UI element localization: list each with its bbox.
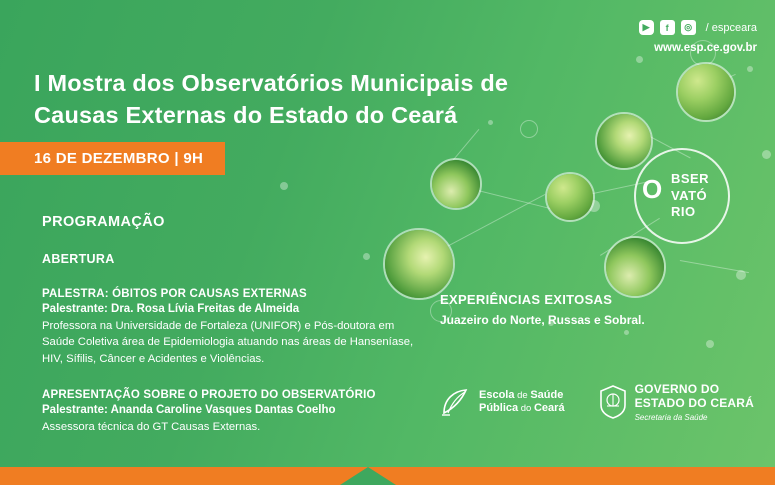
social-links[interactable] <box>639 20 757 35</box>
program-item-title: APRESENTAÇÃO SOBRE O PROJETO DO OBSERVATÓRIO <box>42 389 376 402</box>
title-line-1: I Mostra dos Observatórios Municipais de <box>34 70 509 96</box>
network-dot <box>762 150 771 159</box>
social-handle: / espceara <box>705 21 757 34</box>
esp-line-2b: do <box>520 403 532 415</box>
esp-line-1c: Saúde <box>530 388 564 401</box>
program-section <box>42 214 422 436</box>
instagram-icon[interactable]: ◎ <box>681 20 696 35</box>
decorative-photo <box>676 62 736 122</box>
coat-of-arms-icon <box>599 385 627 419</box>
institutional-logos <box>440 383 754 422</box>
network-dot <box>624 330 629 335</box>
esp-emblem-icon <box>440 387 472 417</box>
program-item-description: Assessora técnica do GT Causas Externas. <box>42 421 261 434</box>
experiences-section <box>440 292 645 327</box>
esp-line-1: Escola <box>479 388 515 401</box>
page-title <box>34 70 594 129</box>
observatory-logo-line-3: RIO <box>670 204 696 220</box>
observatory-logo-text <box>671 171 709 221</box>
gov-line-3: Secretaria da Saúde <box>634 412 708 422</box>
esp-logo-text <box>479 389 565 417</box>
program-item <box>42 288 422 367</box>
decorative-photo <box>545 172 595 222</box>
decorative-photo <box>430 158 482 210</box>
program-item <box>42 389 422 435</box>
esp-line-2c: Ceará <box>533 402 565 415</box>
government-logo <box>599 383 754 422</box>
date-badge: 16 DE DEZEMBRO | 9H <box>0 142 225 175</box>
esp-logo <box>440 387 565 417</box>
network-dot <box>736 270 746 280</box>
observatory-logo-letter: O <box>642 174 663 204</box>
experiences-title: EXPERIÊNCIAS EXITOSAS <box>440 292 613 307</box>
program-heading: PROGRAMAÇÃO <box>42 214 165 230</box>
bottom-notch <box>340 467 396 485</box>
network-dot <box>280 182 288 190</box>
youtube-icon[interactable]: ▶ <box>639 20 654 35</box>
esp-line-1b: de <box>517 389 528 401</box>
network-dot <box>747 66 753 72</box>
title-line-2: Causas Externas do Estado do Ceará <box>34 102 458 128</box>
observatory-logo-line-1: BSER <box>670 170 710 186</box>
network-dot <box>706 340 714 348</box>
decorative-photo <box>595 112 653 170</box>
observatory-logo-line-2: VATÓ <box>670 187 708 203</box>
gov-line-1: GOVERNO DO <box>634 382 720 396</box>
program-item-speaker: Palestrante: Ananda Caroline Vasques Dantas Coelho <box>42 404 336 417</box>
program-item-description: Professora na Universidade de Fortaleza (UNIFOR) e Pós-doutora em Saúde Coletiva área de Epidemiologia atuando nas áreas de Hanseníase, HIV, Sífilis, Câncer e Acidentes e Violências. <box>42 320 414 365</box>
website-url[interactable]: www.esp.ce.gov.br <box>654 42 757 54</box>
decorative-photo <box>604 236 666 298</box>
program-item-title: PALESTRA: ÓBITOS POR CAUSAS EXTERNAS <box>42 288 307 300</box>
gov-line-2: ESTADO DO CEARÁ <box>634 395 755 410</box>
program-item-speaker: Palestrante: Dra. Rosa Lívia Freitas de Almeida <box>42 303 300 315</box>
program-opening: ABERTURA <box>42 252 115 266</box>
network-dot <box>636 56 643 63</box>
experiences-subtitle: Juazeiro do Norte, Russas e Sobral. <box>440 313 645 327</box>
observatory-logo <box>634 148 730 244</box>
esp-line-2: Pública <box>479 402 519 415</box>
facebook-icon[interactable]: f <box>660 20 675 35</box>
government-logo-text <box>635 383 754 422</box>
